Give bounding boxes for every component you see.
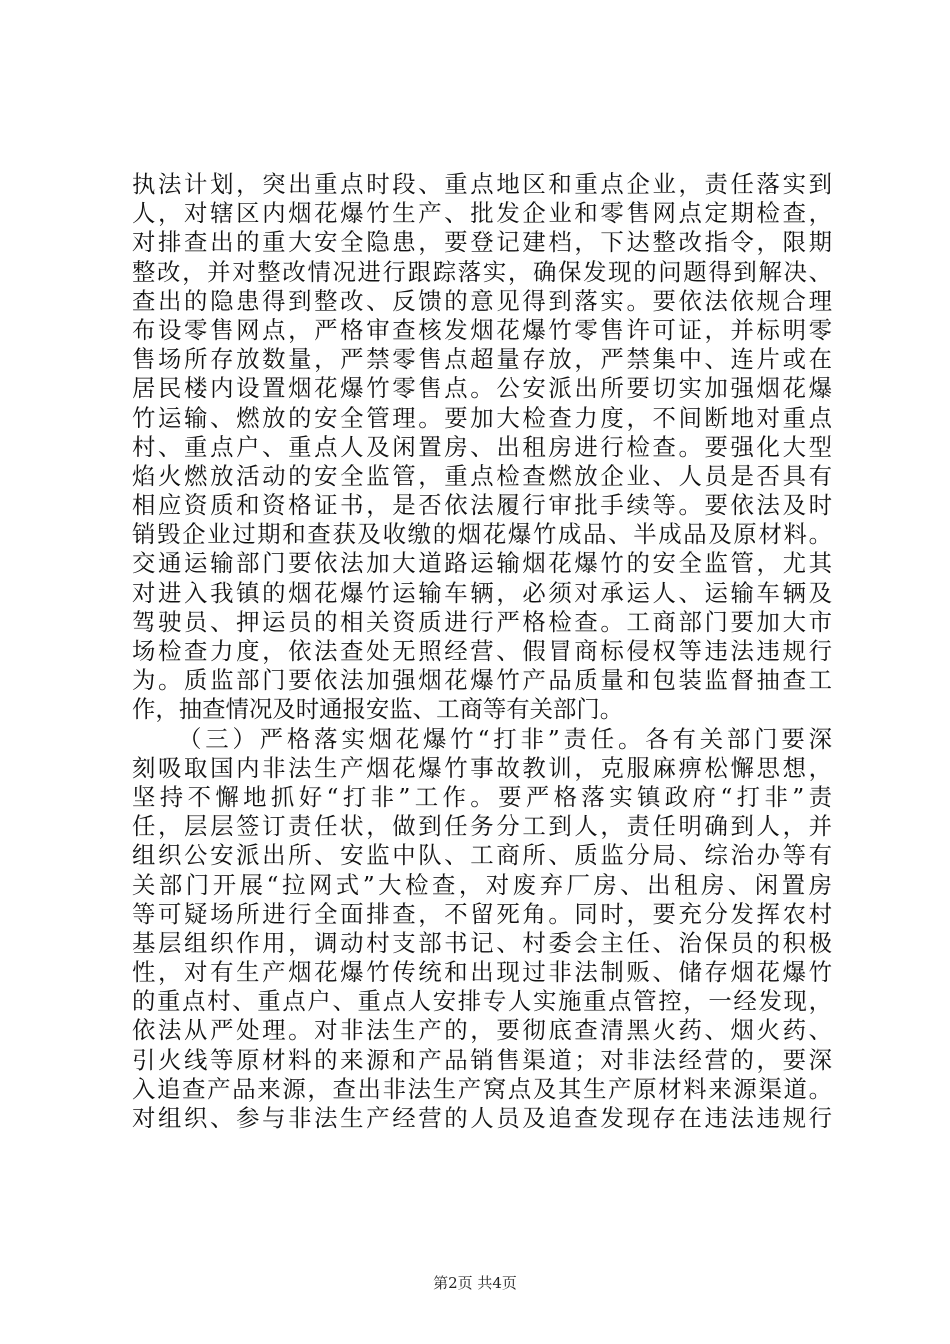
text-line: 对排查出的重大安全隐患，要登记建档，下达整改指令，限期	[132, 228, 832, 257]
text-line: 对进入我镇的烟花爆竹运输车辆，必须对承运人、运输车辆及	[132, 578, 832, 607]
text-line: 的重点村、重点户、重点人安排专人实施重点管控，一经发现，	[132, 987, 832, 1016]
text-line: 基层组织作用，调动村支部书记、村委会主任、治保员的积极	[132, 928, 832, 957]
text-line: 交通运输部门要依法加大道路运输烟花爆竹的安全监管，尤其	[132, 549, 832, 578]
text-line: 坚持不懈地抓好“打非”工作。要严格落实镇政府“打非”责	[132, 782, 832, 811]
text-line: 依法从严处理。对非法生产的，要彻底查清黑火药、烟火药、	[132, 1016, 832, 1045]
text-line: 布设零售网点，严格审查核发烟花爆竹零售许可证，并标明零	[132, 315, 832, 344]
text-line: （三）严格落实烟花爆竹“打非”责任。各有关部门要深	[178, 724, 832, 753]
document-body	[132, 170, 832, 1133]
text-line: 销毁企业过期和查获及收缴的烟花爆竹成品、半成品及原材料。	[132, 520, 832, 549]
text-line: 焰火燃放活动的安全监管，重点检查燃放企业、人员是否具有	[132, 461, 832, 490]
text-line: 执法计划，突出重点时段、重点地区和重点企业，责任落实到	[132, 170, 832, 198]
text-line: 组织公安派出所、安监中队、工商所、质监分局、综治办等有	[132, 841, 832, 870]
page-footer: 第2页 共4页	[433, 1274, 517, 1292]
text-line: 驾驶员、押运员的相关资质进行严格检查。工商部门要加大市	[132, 607, 832, 636]
text-line: 任，层层签订责任状，做到任务分工到人，责任明确到人，并	[132, 812, 832, 841]
text-line: 引火线等原材料的来源和产品销售渠道；对非法经营的，要深	[132, 1045, 832, 1074]
text-line: 关部门开展“拉网式”大检查，对废弃厂房、出租房、闲置房	[132, 870, 832, 899]
text-line: 竹运输、燃放的安全管理。要加大检查力度，不间断地对重点	[132, 403, 832, 432]
text-line: 售场所存放数量，严禁零售点超量存放，严禁集中、连片或在	[132, 345, 832, 374]
text-line: 对组织、参与非法生产经营的人员及追查发现存在违法违规行	[132, 1104, 832, 1132]
text-line: 村、重点户、重点人及闲置房、出租房进行检查。要强化大型	[132, 432, 832, 461]
text-line: 作，抽查情况及时通报安监、工商等有关部门。	[132, 695, 624, 724]
text-line: 居民楼内设置烟花爆竹零售点。公安派出所要切实加强烟花爆	[132, 374, 832, 403]
paragraph-2	[132, 725, 832, 1134]
text-line: 人，对辖区内烟花爆竹生产、批发企业和零售网点定期检查，	[132, 199, 832, 228]
text-line: 等可疑场所进行全面排查，不留死角。同时，要充分发挥农村	[132, 899, 832, 928]
text-line: 整改，并对整改情况进行跟踪落实，确保发现的问题得到解决、	[132, 257, 832, 286]
text-line: 场检查力度，依法查处无照经营、假冒商标侵权等违法违规行	[132, 637, 832, 665]
text-line: 入追查产品来源，查出非法生产窝点及其生产原材料来源渠道。	[132, 1074, 832, 1103]
text-line: 性，对有生产烟花爆竹传统和出现过非法制贩、储存烟花爆竹	[132, 958, 832, 987]
text-line: 相应资质和资格证书，是否依法履行审批手续等。要依法及时	[132, 491, 832, 520]
text-line: 刻吸取国内非法生产烟花爆竹事故教训，克服麻痹松懈思想，	[132, 753, 832, 782]
text-line: 为。质监部门要依法加强烟花爆竹产品质量和包装监督抽查工	[132, 666, 832, 695]
paragraph-1	[132, 170, 832, 725]
text-line: 查出的隐患得到整改、反馈的意见得到落实。要依法依规合理	[132, 286, 832, 315]
